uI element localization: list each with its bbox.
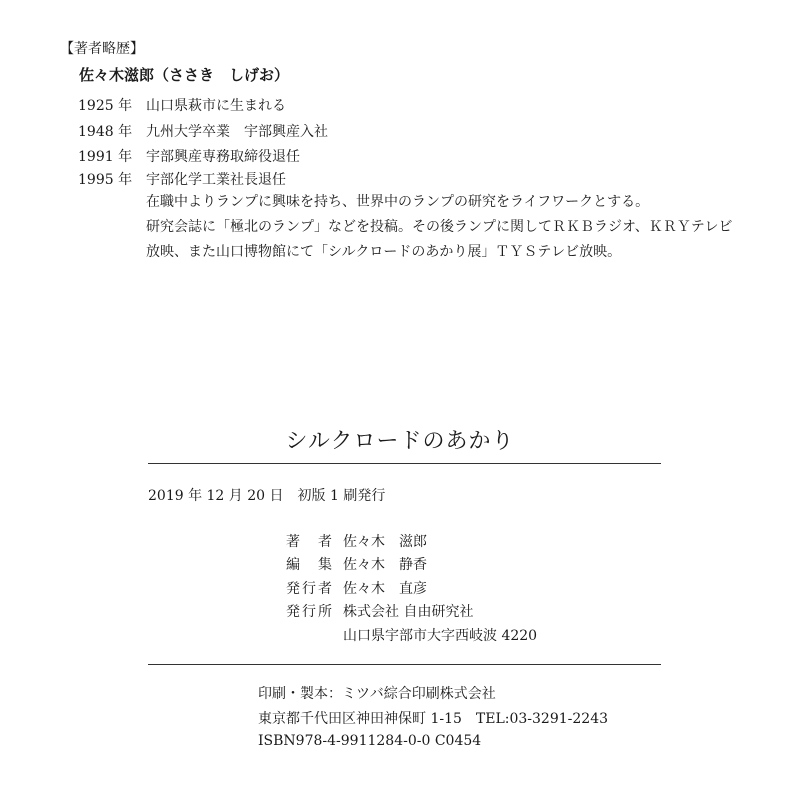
top-divider xyxy=(148,463,661,464)
credit-label: 発行者 xyxy=(286,581,332,597)
timeline-event: 宇部興産専務取締役退任 xyxy=(146,149,300,165)
timeline-event: 九州大学卒業 宇部興産入社 xyxy=(146,124,328,140)
bio-description-line: 在職中よりランプに興味を持ち、世界中のランプの研究をライフワークとする。 xyxy=(146,194,650,210)
bio-description-line: 放映、また山口博物館にて「シルクロードのあかり展」ＴＹＳテレビ放映。 xyxy=(146,244,622,260)
timeline-year: 1991 年 xyxy=(78,149,133,165)
timeline-year: 1948 年 xyxy=(78,124,133,140)
publication-date: 2019 年 12 月 20 日 初版 1 刷発行 xyxy=(148,488,386,504)
credit-label: 編 集 xyxy=(286,557,332,573)
bio-heading: 【著者略歴】 xyxy=(60,41,144,57)
bio-description-line: 研究会誌に「極北のランプ」などを投稿。その後ランプに関してＲＫＢラジオ、ＫＲＹテレビ xyxy=(146,219,733,235)
credit-value: 佐々木 滋郎 xyxy=(343,534,427,550)
timeline-event: 宇部化学工業社長退任 xyxy=(146,172,286,188)
credit-label: 著 者 xyxy=(286,534,332,550)
credit-value: 株式会社 自由研究社 xyxy=(343,604,474,620)
timeline-year: 1995 年 xyxy=(78,172,133,188)
bottom-divider xyxy=(148,664,661,665)
book-title: シルクロードのあかり xyxy=(285,429,515,454)
timeline-year: 1925 年 xyxy=(78,98,133,114)
printer-address: 東京都千代田区神田神保町 1-15 TEL:03-3291-2243 xyxy=(258,711,609,727)
credit-value: 佐々木 直彦 xyxy=(343,581,427,597)
credit-label: 発行所 xyxy=(286,604,332,620)
publisher-address: 山口県宇部市大字西岐波 4220 xyxy=(343,628,538,644)
credit-value: 佐々木 静香 xyxy=(343,557,427,573)
author-name: 佐々木滋郎（ささき しげお） xyxy=(79,66,290,84)
printer-info: 印刷・製本：ミツバ綜合印刷株式会社 xyxy=(258,686,496,702)
isbn: ISBN978-4-9911284-0-0 C0454 xyxy=(258,733,482,749)
timeline-event: 山口県萩市に生まれる xyxy=(146,98,286,114)
